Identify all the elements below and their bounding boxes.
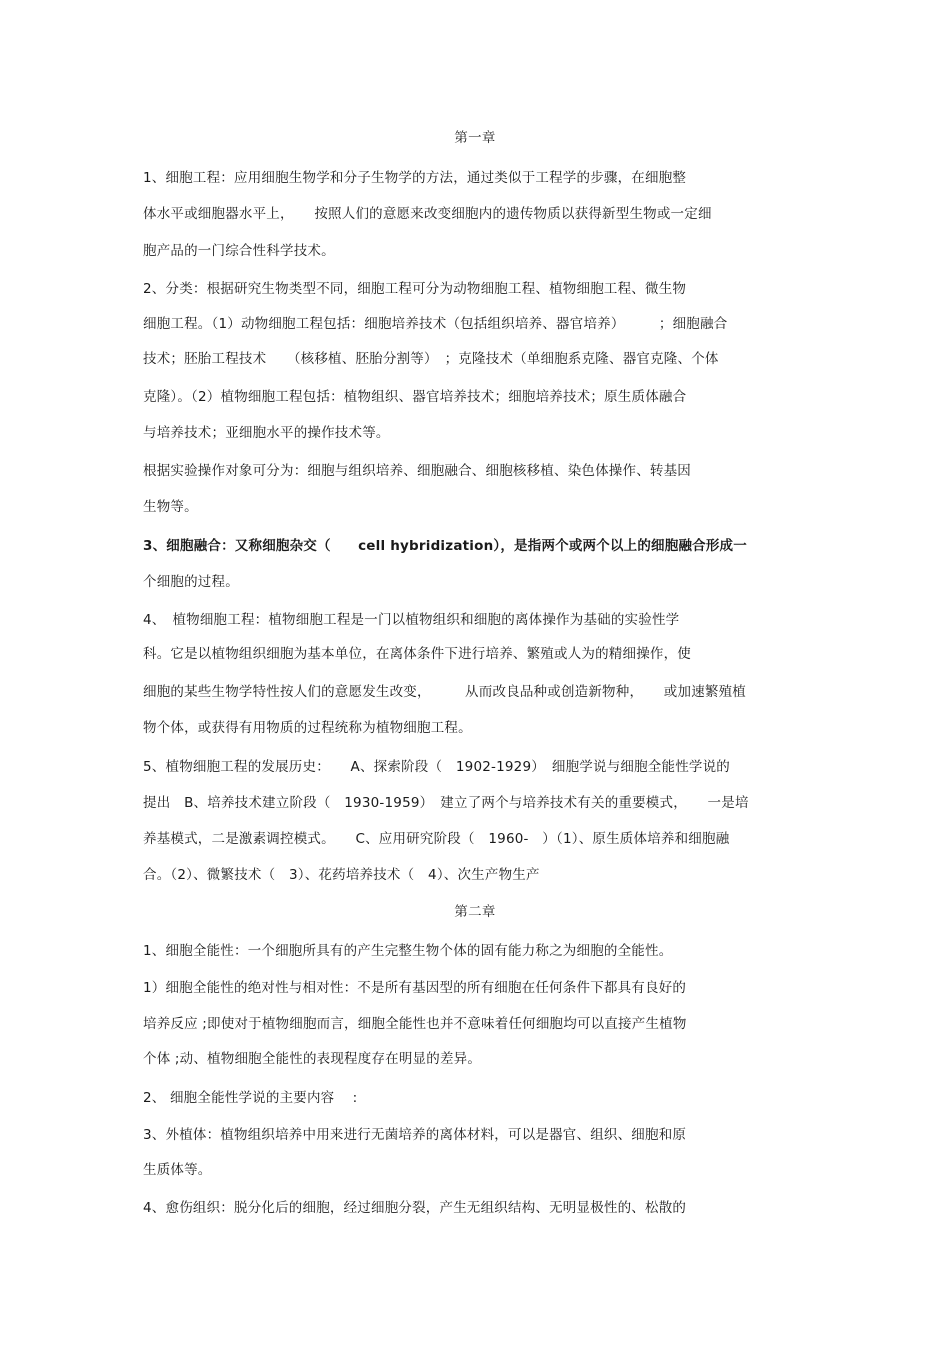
paragraph-line: 物个体，或获得有用物质的过程统称为植物细胞工程。 [143, 720, 472, 736]
paragraph-line: 4、 植物细胞工程：植物细胞工程是一门以植物组织和细胞的离体操作为基础的实验性学 [143, 612, 680, 628]
paragraph-line: 1、细胞全能性：一个细胞所具有的产生完整生物个体的固有能力称之为细胞的全能性。 [143, 943, 673, 959]
paragraph-line: 2、分类：根据研究生物类型不同，细胞工程可分为动物细胞工程、植物细胞工程、微生物 [143, 281, 687, 297]
paragraph-line: 提出 B、培养技术建立阶段（ 1930-1959） 建立了两个与培养技术有关的重要模式， 一是培 [143, 795, 749, 811]
paragraph-line: 养基模式，二是激素调控模式。 C、应用研究阶段（ 1960- ）（1）、原生质体培养和细胞融 [143, 831, 730, 847]
paragraph-line: 生质体等。 [143, 1162, 212, 1178]
paragraph-line: 1、细胞工程：应用细胞生物学和分子生物学的方法，通过类似于工程学的步骤，在细胞整 [143, 170, 687, 186]
chapter-2-title: 第二章 [454, 904, 496, 920]
paragraph-line: 细胞工程。（1）动物细胞工程包括：细胞培养技术（包括组织培养、器官培养） ；细胞融合 [143, 316, 728, 332]
paragraph-line: 4、愈伤组织：脱分化后的细胞，经过细胞分裂，产生无组织结构、无明显极性的、松散的 [143, 1200, 687, 1216]
paragraph-line: 细胞的某些生物学特性按人们的意愿发生改变， 从而改良品种或创造新物种， 或加速繁殖植 [143, 684, 746, 700]
paragraph-line: 生物等。 [143, 499, 198, 515]
paragraph-line: 2、 细胞全能性学说的主要内容 : [143, 1090, 358, 1106]
paragraph-line: 个体 ;动、植物细胞全能性的表现程度存在明显的差异。 [143, 1051, 482, 1067]
paragraph-line: 个细胞的过程。 [143, 574, 239, 590]
paragraph-line: 1）细胞全能性的绝对性与相对性：不是所有基因型的所有细胞在任何条件下都具有良好的 [143, 980, 687, 996]
paragraph-line: 克隆）。（2）植物细胞工程包括：植物组织、器官培养技术；细胞培养技术；原生质体融合 [143, 389, 687, 405]
paragraph-line: 3、细胞融合：又称细胞杂交（ cell hybridization），是指两个或两个以上的细胞融合形成一 [143, 538, 747, 554]
paragraph-line: 合。（2）、微繁技术（ 3）、花药培养技术（ 4）、次生产物生产 [143, 867, 540, 883]
paragraph-line: 与培养技术；亚细胞水平的操作技术等。 [143, 425, 390, 441]
paragraph-line: 5、植物细胞工程的发展历史： A、探索阶段（ 1902-1929） 细胞学说与细胞全能性学说的 [143, 759, 731, 775]
paragraph-line: 3、外植体：植物组织培养中用来进行无菌培养的离体材料，可以是器官、组织、细胞和原 [143, 1127, 687, 1143]
paragraph-line: 技术；胚胎工程技术 （核移植、胚胎分割等） ；克隆技术（单细胞系克隆、器官克隆、个体 [143, 351, 719, 367]
paragraph-line: 体水平或细胞器水平上， 按照人们的意愿来改变细胞内的遗传物质以获得新型生物或一定细 [143, 206, 712, 222]
paragraph-line: 科。它是以植物组织细胞为基本单位，在离体条件下进行培养、繁殖或人为的精细操作，使 [143, 646, 691, 662]
chapter-1-title: 第一章 [454, 130, 496, 146]
paragraph-line: 根据实验操作对象可分为：细胞与组织培养、细胞融合、细胞核移植、染色体操作、转基因 [143, 463, 691, 479]
paragraph-line: 胞产品的一门综合性科学技术。 [143, 243, 335, 259]
paragraph-line: 培养反应 ;即使对于植物细胞而言，细胞全能性也并不意味着任何细胞均可以直接产生植物 [143, 1016, 687, 1032]
